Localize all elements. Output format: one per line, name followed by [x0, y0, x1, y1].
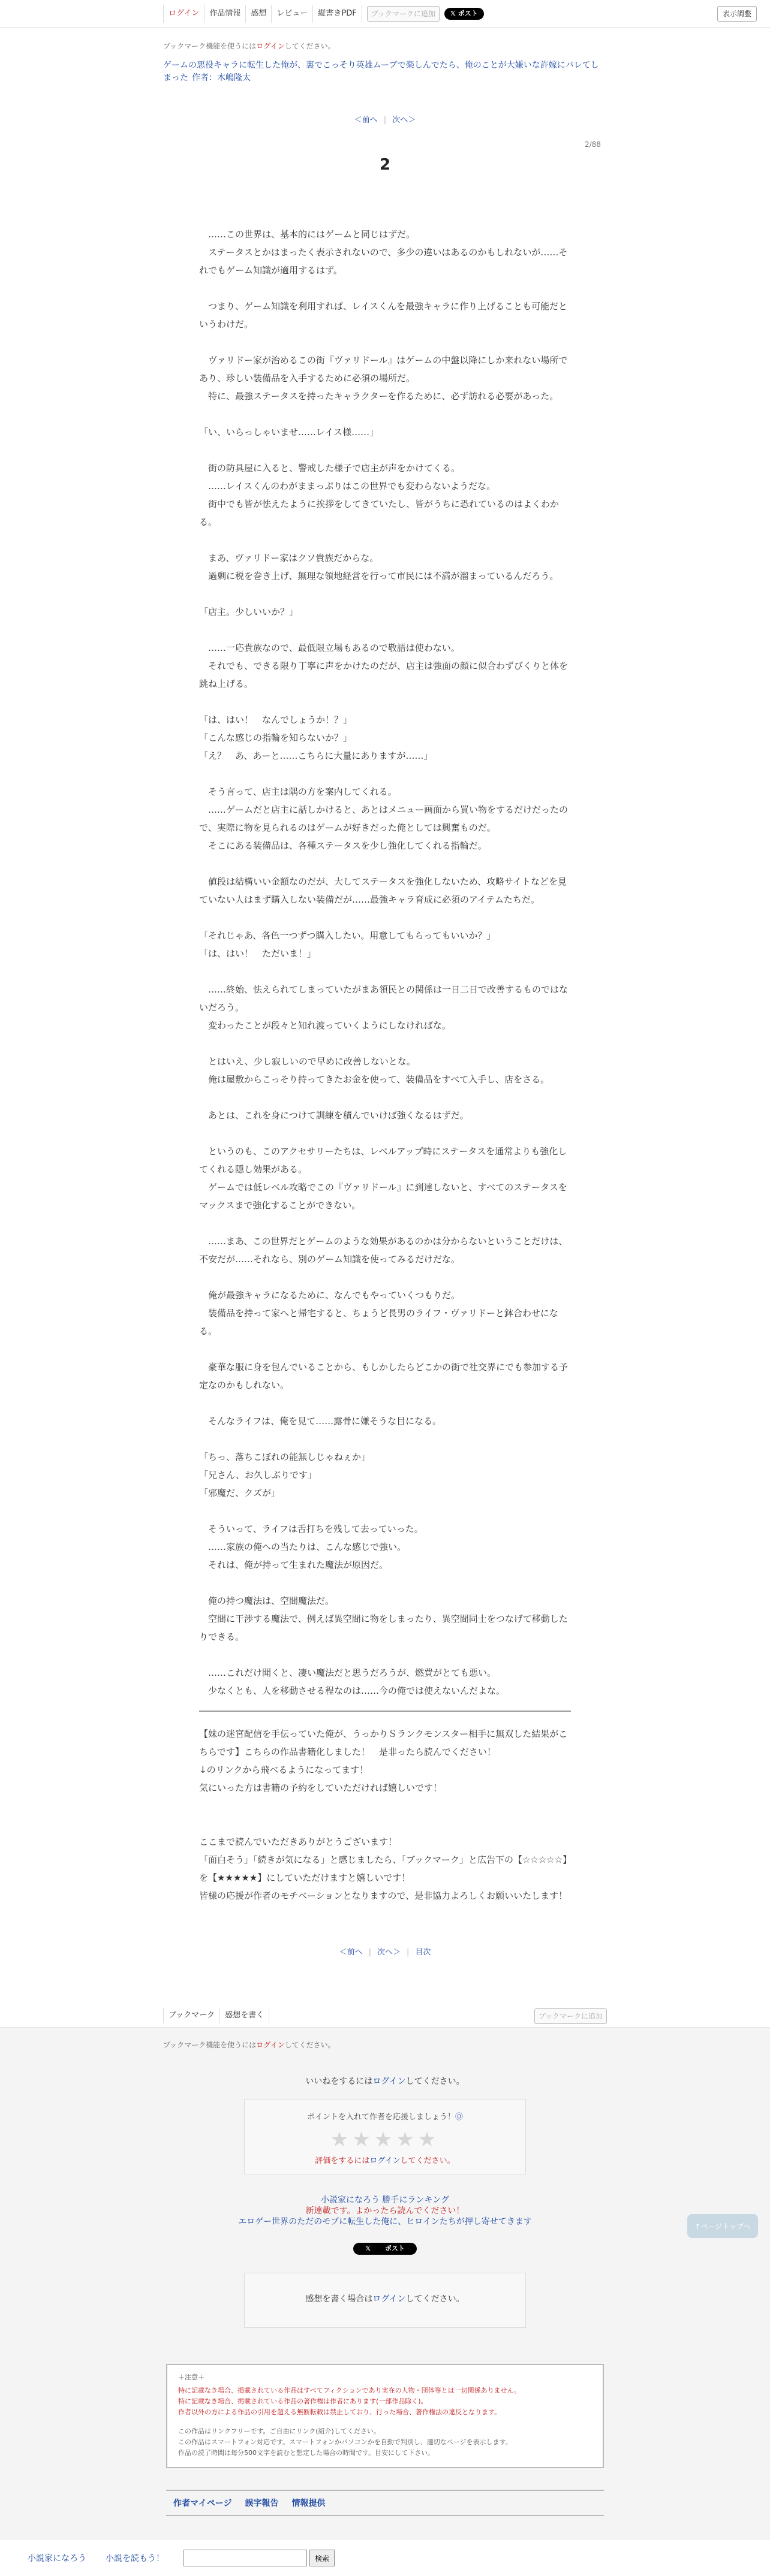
next-link-bottom[interactable]: 次へ＞	[377, 1948, 401, 1957]
novel-paragraph: ……ゲームだと店主に話しかけると、あとはメニュー画面から買い物をするだけだったので、実際に物を見られるのはゲームが好きだった俺としては興奮ものだ。	[199, 804, 569, 833]
novel-paragraph: 「い、いらっしゃいませ……レイス様……」	[199, 427, 379, 438]
bookmark-note2-suffix: してください。	[284, 2041, 335, 2049]
impression-login-box	[244, 2273, 526, 2328]
bookmark-note-login-link[interactable]: ログイン	[256, 42, 285, 50]
display-settings-button[interactable]: 表示調整	[717, 6, 757, 22]
novel-blank-line	[199, 1124, 571, 1142]
ranking-link[interactable]: 小説家になろう 勝手にランキング	[320, 2195, 450, 2205]
bookmark-note-suffix: してください。	[284, 42, 335, 50]
novel-paragraph: 街の防具屋に入ると、警戒した様子で店主が声をかけてくる。	[199, 463, 461, 473]
site-footer	[0, 2540, 770, 2576]
novel-paragraph: ……この世界は、基本的にはゲームと同じはずだ。	[199, 229, 416, 240]
nav-login-link[interactable]: ログイン	[163, 5, 204, 23]
typo-report-link[interactable]: 誤字報告	[245, 2499, 279, 2508]
search-button[interactable]: 検索	[309, 2550, 335, 2566]
afterword-paragraph: ↓のリンクから飛べるようになってます！	[199, 1764, 369, 1775]
x-post-label: ポスト	[458, 10, 478, 17]
novel-blank-line	[199, 1268, 571, 1286]
nav-review-link[interactable]: レビュー	[271, 5, 312, 23]
novel-paragraph: ヴァリドー家が治めるこの街『ヴァリドール』はゲームの中盤以降にしか来れない場所であり、珍しい装備品を入手するために必須の場所だ。	[199, 355, 568, 384]
novel-paragraph: ……一応貴族なので、最低限立場もあるので敬語は使わない。	[199, 643, 460, 653]
novel-paragraph: 少なくとも、人を移動させる程なのは……今の俺では使えないんだよな。	[199, 1685, 506, 1696]
novel-paragraph: そういって、ライフは舌打ちを残して去っていった。	[199, 1524, 423, 1534]
caution-title: ＋注意＋	[178, 2373, 204, 2381]
nav-impressions-link[interactable]: 感想	[245, 5, 271, 23]
novel-paragraph: 「店主。少しいいか？」	[199, 607, 299, 617]
caution-box	[166, 2364, 604, 2468]
impression-prefix: 感想を書く場合は	[305, 2294, 373, 2304]
novel-paragraph: 「は、はい！ ただいま！」	[199, 948, 317, 959]
bottom-write-impression-link[interactable]: 感想を書く	[219, 2008, 269, 2023]
novel-paragraph: 値段は結構いい金額なのだが、大してステータスを強化しないため、攻略サイトなどを見ていない人はまず購入しない装備だが……最強キャラ育成に必須のアイテムたちだ。	[199, 876, 567, 905]
novel-blank-line	[199, 693, 571, 711]
novel-paragraph: そう言って、店主は隅の方を案内してくれる。	[199, 786, 397, 797]
new-serial-link[interactable]: エロゲー世界のただのモブに転生した俺に、ヒロインたちが押し寄せてきます	[238, 2217, 532, 2227]
x-post-button-top[interactable]	[444, 8, 484, 20]
author-mypage-link[interactable]: 作者マイページ	[173, 2499, 232, 2508]
novel-paragraph: 「兄さん、お久しぶりです」	[199, 1470, 317, 1480]
prev-link-top[interactable]: ＜前へ	[354, 116, 378, 125]
novel-paragraph: というのも、このアクセサリーたちは、レベルアップ時にステータスを通常よりも強化してくれる隠し効果がある。	[199, 1146, 567, 1175]
prev-link-bottom[interactable]: ＜前へ	[339, 1948, 363, 1957]
novel-paragraph: 「それじゃあ、各色一つずつ購入したい。用意してもらってもいいか？」	[199, 930, 496, 941]
novel-paragraph: ……終始、怯えられてしまっていたがまあ領民との関係は一日二日で改善するものではないだろう。	[199, 984, 569, 1013]
novel-paragraph: ステータスとかはまったく表示されないので、多少の違いはあるのかもしれないが……それでもゲーム知識が適用するはず。	[199, 247, 568, 276]
novel-blank-line	[199, 1034, 571, 1052]
like-suffix: してください。	[405, 2077, 465, 2086]
x-logo-icon: 𝕏	[450, 10, 456, 17]
bookmark-note-prefix: ブックマーク機能を使うには	[163, 42, 257, 50]
novel-paragraph: ……まあ、この世界だとゲームのような効果があるのかは分からないということだけは、不安だが……それなら、別のゲーム知識を使ってみるだけだな。	[199, 1236, 568, 1265]
afterword-paragraph: 皆様の応援が作者のモチベーションとなりますので、是非協力よろしくお願いいたします！	[199, 1890, 568, 1901]
search-box	[184, 2550, 335, 2566]
novel-blank-line	[199, 621, 571, 639]
novel-paragraph: 俺の持つ魔法は、空間魔法だ。	[199, 1595, 335, 1606]
novel-header	[163, 41, 607, 174]
nav-work-info-link[interactable]: 作品情報	[204, 5, 245, 23]
novel-paragraph: 「は、はい！ なんでしょうか！？」	[199, 714, 353, 725]
novel-blank-line	[199, 1088, 571, 1106]
novel-blank-line	[199, 1574, 571, 1592]
novel-blank-line	[199, 909, 571, 927]
x-post-button-bottom-wrap	[0, 2243, 770, 2255]
footer-links	[166, 2490, 604, 2516]
bookmark-login-note	[163, 41, 607, 51]
novel-blank-line	[199, 1430, 571, 1448]
afterword-paragraph: 気にいった方は書籍の予約をしていただければ嬉しいです！	[199, 1782, 443, 1793]
point-title	[245, 2110, 525, 2122]
author-label: 作者：	[192, 73, 217, 83]
info-provide-link[interactable]: 情報提供	[291, 2499, 326, 2508]
pager-bottom: ＜前へ | 次へ＞ | 目次	[339, 1948, 431, 1957]
novel-paragraph: それは、俺が持って生まれた魔法が原因だ。	[199, 1560, 389, 1570]
x-post-label-bottom: ポスト	[379, 2245, 411, 2252]
series-title-text[interactable]: ゲームの悪役キャラに転生した俺が、裏でこっそり英雄ムーブで楽しんでたら、俺のことが大嫌いな許嫁にバレてしまった	[163, 61, 599, 83]
site-home-link[interactable]: 小説家になろう	[28, 2554, 86, 2563]
novel-body	[199, 225, 571, 1905]
novel-blank-line	[199, 855, 571, 873]
novel-blank-line	[199, 333, 571, 351]
caution-fiction: 特に記載なき場合、掲載されている作品はすべてフィクションであり実在の人物・団体等とは一切関係ありません。	[178, 2387, 521, 2394]
help-icon[interactable]: ⓪	[455, 2113, 464, 2122]
new-serial-note: 新連載です。よかったら読んでください！	[305, 2206, 465, 2216]
novel-paragraph: 装備品を持って家へと帰宅すると、ちょうど長男のライフ・ヴァリドーと鉢合わせになる。	[199, 1308, 558, 1337]
bookmark-add-button-top[interactable]: ブックマークに追加	[367, 6, 440, 22]
rating-login-prefix: 評価をするには	[315, 2156, 370, 2165]
point-rating-box	[244, 2099, 526, 2174]
novel-blank-line	[199, 1214, 571, 1232]
novel-paragraph: 特に、最強ステータスを持ったキャラクターを作るために、必ず訪れる必要があった。	[199, 391, 559, 402]
page-count: 2/88	[585, 140, 601, 149]
novel-blank-line	[199, 765, 571, 783]
novel-paragraph: そんなライフは、俺を見て……露骨に嫌そうな目になる。	[199, 1416, 442, 1426]
novel-paragraph: それでも、できる限り丁寧に声をかけたのだが、店主は強面の顔に似合わずびくりと体を跳ね上げる。	[199, 660, 569, 689]
next-link-top[interactable]: 次へ＞	[392, 116, 416, 125]
impression-suffix: してください。	[405, 2294, 465, 2304]
paragraph-list	[199, 225, 571, 1700]
bookmark-note2-prefix: ブックマーク機能を使うには	[163, 2041, 257, 2049]
page-top-button[interactable]: ↑ページトップへ	[687, 2214, 758, 2238]
rating-login-suffix: してください。	[400, 2156, 455, 2165]
ranking-links	[0, 2195, 770, 2227]
novel-paragraph: まあ、ヴァリドー家はクソ貴族だからな。	[199, 553, 379, 563]
afterword-blank-line	[199, 1815, 571, 1833]
novel-paragraph: つまり、ゲーム知識を利用すれば、レイスくんを最強キャラに作り上げることも可能だというわけだ。	[199, 301, 568, 330]
like-login-link[interactable]: ログイン	[372, 2077, 406, 2086]
search-input[interactable]	[184, 2550, 307, 2566]
novel-paragraph: 街中でも皆が怯えたように挨拶をしてきていたし、皆がうちに恐れているのはよくわかる。	[199, 499, 560, 527]
top-nav-bar	[0, 0, 770, 28]
novel-blank-line	[199, 1394, 571, 1412]
site-read-link[interactable]: 小説を読もう！	[106, 2554, 164, 2563]
novel-paragraph: 過剰に税を巻き上げ、無理な領地経営を行って市民には不満が溜まっているんだろう。	[199, 571, 559, 581]
bookmark-add-button-bottom[interactable]: ブックマークに追加	[534, 2008, 607, 2024]
novel-paragraph: そこにある装備品は、各種ステータスを少し強化してくれる指輪だ。	[199, 840, 487, 851]
novel-paragraph: ……レイスくんのわがままっぷりはこの世界でも変わらないようだな。	[199, 481, 496, 491]
afterword-divider	[199, 1711, 571, 1712]
novel-paragraph: 俺が最強キャラになるために、なんでもやっていくつもりだ。	[199, 1290, 461, 1301]
novel-paragraph: 俺は屋敷からこっそり持ってきたお金を使って、装備品をすべて入手し、店をさる。	[199, 1074, 550, 1085]
novel-blank-line	[199, 585, 571, 603]
afterword	[199, 1725, 571, 1905]
like-prefix: いいねをするには	[305, 2077, 373, 2086]
novel-paragraph: 豪華な服に身を包んでいることから、もしかしたらどこかの街で社交界にでも参加する予定なのかもしれない。	[199, 1362, 569, 1390]
bottom-area	[0, 2004, 770, 2540]
afterword-paragraph: 「面白そう」「続きが気になる」と感じましたら、「ブックマーク」と広告下の【☆☆☆☆☆】を【★★★★★】にしていただけますと嬉しいです！	[199, 1854, 567, 1883]
novel-paragraph: あとは、これを身につけて訓練を積んでいけば強くなるはずだ。	[199, 1110, 469, 1121]
novel-paragraph: 「え？ あ、あーと……こちらに大量にありますが……」	[199, 750, 433, 761]
caution-linkfree: この作品はリンクフリーです。ご自由にリンク(紹介)してください。	[178, 2427, 380, 2435]
series-title[interactable]	[163, 59, 607, 85]
caution-reading-time: 作品の読了時間は毎分500文字を読むと想定した場合の時間です。目安にして下さい。	[178, 2449, 435, 2457]
chapter-title: 2	[379, 156, 391, 174]
novel-blank-line	[199, 441, 571, 459]
novel-paragraph: ゲームでは低レベル攻略でこの『ヴァリドール』に到達しないと、すべてのステータスをマックスまで強化することができない。	[199, 1182, 567, 1211]
novel-blank-line	[199, 405, 571, 423]
caution-smartphone: この作品はスマートフォン対応です。スマートフォンかパソコンかを自動で判別し、適切なページを表示します。	[178, 2438, 512, 2446]
afterword-blank-line	[199, 1797, 571, 1815]
novel-blank-line	[199, 279, 571, 297]
impression-login-link[interactable]: ログイン	[372, 2294, 406, 2304]
rating-stars[interactable]: ★★★★★	[330, 2128, 440, 2152]
novel-blank-line	[199, 1502, 571, 1520]
like-login-note	[0, 2075, 770, 2087]
bottom-nav-bar	[0, 2004, 770, 2028]
bookmark-login-note-bottom	[163, 2040, 607, 2050]
x-post-button-bottom[interactable]	[353, 2243, 417, 2255]
nav-pdf-link[interactable]: 縦書きPDF	[312, 5, 362, 23]
toc-link-bottom[interactable]: 目次	[415, 1948, 431, 1957]
afterword-paragraph: ここまで読んでいただきありがとうございます！	[199, 1836, 398, 1847]
bookmark-note2-login-link[interactable]: ログイン	[256, 2041, 285, 2049]
afterword-paragraph: 【妹の迷宮配信を手伝っていた俺が、うっかりＳランクモンスター相手に無双した結果がこちらです】こちらの作品書籍化しました！ 是非ったら読んでください！	[199, 1729, 568, 1757]
novel-paragraph: 「邪魔だ、クズが」	[199, 1488, 280, 1498]
bottom-bookmark-link[interactable]: ブックマーク	[163, 2008, 219, 2023]
caution-gap	[178, 2418, 592, 2426]
novel-paragraph: 空間に干渉する魔法で、例えば異空間に物をしまったり、異空間同士をつなげて移動したりできる。	[199, 1613, 568, 1642]
novel-blank-line	[199, 1646, 571, 1664]
author-name-link[interactable]: 木嶋隆太	[217, 73, 251, 83]
x-logo-icon-bottom: 𝕏	[359, 2245, 379, 2252]
rating-login-link[interactable]: ログイン	[369, 2156, 401, 2165]
novel-paragraph: ……家族の俺への当たりは、こんな感じで強い。	[199, 1542, 407, 1552]
novel-paragraph: 「ちっ、落ちこぼれの能無しじゃねぇか」	[199, 1452, 371, 1462]
rating-login-note	[245, 2154, 525, 2165]
novel-blank-line	[199, 1340, 571, 1358]
novel-paragraph: 「こんな感じの指輪を知らないか？」	[199, 732, 353, 743]
novel-paragraph: とはいえ、少し寂しいので早めに改善しないとな。	[199, 1056, 416, 1067]
novel-paragraph: ……これだけ聞くと、凄い魔法だと思うだろうが、燃費がとても悪い。	[199, 1667, 497, 1678]
caution-reprint: 作者以外の方による作品の引用を超える無断転載は禁止しており、行った場合、著作権法の違反となります。	[178, 2408, 501, 2416]
novel-paragraph: 変わったことが段々と知れ渡っていくようにしなければな。	[199, 1020, 451, 1031]
novel-blank-line	[199, 531, 571, 549]
novel-blank-line	[199, 963, 571, 981]
point-title-text: ポイントを入れて作者を応援しましょう！	[306, 2113, 455, 2122]
pager-top: ＜前へ | 次へ＞	[354, 116, 416, 125]
caution-copyright: 特に記載なき場合、掲載されている作品の著作権は作者にあります(一部作品除く)。	[178, 2397, 428, 2405]
